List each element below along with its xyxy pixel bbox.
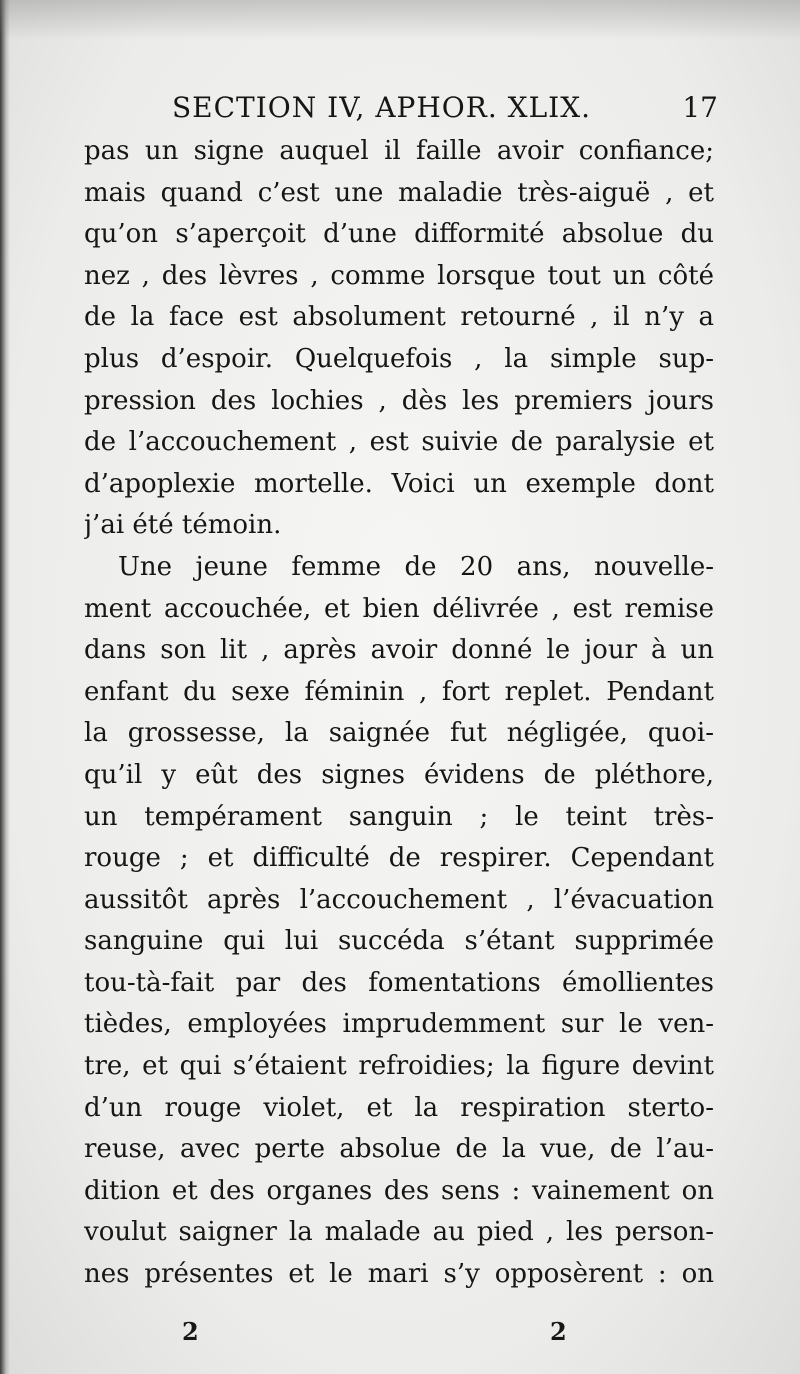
text-line: tièdes, employées imprudemment sur le ven- [84, 1009, 714, 1040]
text-line: pression des lochies , dès les premiers jours [84, 385, 714, 416]
page-top-shadow [0, 0, 800, 40]
text-line: nez , des lèvres , comme lorsque tout un côté [84, 260, 714, 291]
page-number: 17 [682, 91, 718, 124]
running-head: SECTION IV, APHOR. XLIX. [172, 91, 592, 124]
paragraph-start-line: Une jeune femme de 20 ans, nouvelle- [118, 551, 714, 582]
text-line: aussitôt après l’accouchement , l’évacuation [84, 884, 714, 915]
text-line: tre, et qui s’étaient refroidies; la figure devint [84, 1051, 714, 1082]
text-line: mais quand c’est une maladie très-aiguë , et [84, 177, 714, 208]
page-header [80, 86, 720, 130]
page-binding-shadow [0, 0, 10, 1374]
text-line: tou-tà-fait par des fomentations émollientes [84, 967, 714, 998]
signature-mark-right: 2 [550, 1317, 567, 1346]
text-line: qu’on s’aperçoit d’une difformité absolue du [84, 219, 714, 250]
text-line: rouge ; et difficulté de respirer. Cependant [84, 843, 714, 874]
text-line: la grossesse, la saignée fut négligée, quoi- [84, 718, 714, 749]
text-line: sanguine qui lui succéda s’étant supprimée [84, 926, 714, 957]
text-line: ment accouchée, et bien délivrée , est remise [84, 593, 714, 624]
text-line: d’un rouge violet, et la respiration sterto- [84, 1092, 714, 1123]
text-line: voulut saigner la malade au pied , les person- [84, 1217, 714, 1248]
text-line: enfant du sexe féminin , fort replet. Pendant [84, 676, 714, 707]
text-line: j’ai été témoin. [84, 510, 282, 541]
text-line: dans son lit , après avoir donné le jour à un [84, 635, 714, 666]
text-line: dition et des organes des sens : vainement on [84, 1175, 714, 1206]
text-line: de la face est absolument retourné , il n’y a [84, 302, 714, 333]
text-line: de l’accouchement , est suivie de paralysie et [84, 427, 714, 458]
text-line: reuse, avec perte absolue de la vue, de l’au- [84, 1134, 714, 1165]
text-line: pas un signe auquel il faille avoir confiance; [84, 136, 714, 166]
text-line: qu’il y eût des signes évidens de pléthore, [84, 759, 714, 790]
text-line: plus d’espoir. Quelquefois , la simple sup- [84, 343, 714, 374]
text-line: un tempérament sanguin ; le teint très- [84, 801, 714, 832]
text-line: d’apoplexie mortelle. Voici un exemple dont [84, 468, 714, 499]
signature-mark-left: 2 [182, 1317, 199, 1346]
page-footer [80, 1312, 720, 1352]
body-text [84, 131, 714, 1296]
text-line: nes présentes et le mari s’y opposèrent : on [84, 1259, 714, 1290]
